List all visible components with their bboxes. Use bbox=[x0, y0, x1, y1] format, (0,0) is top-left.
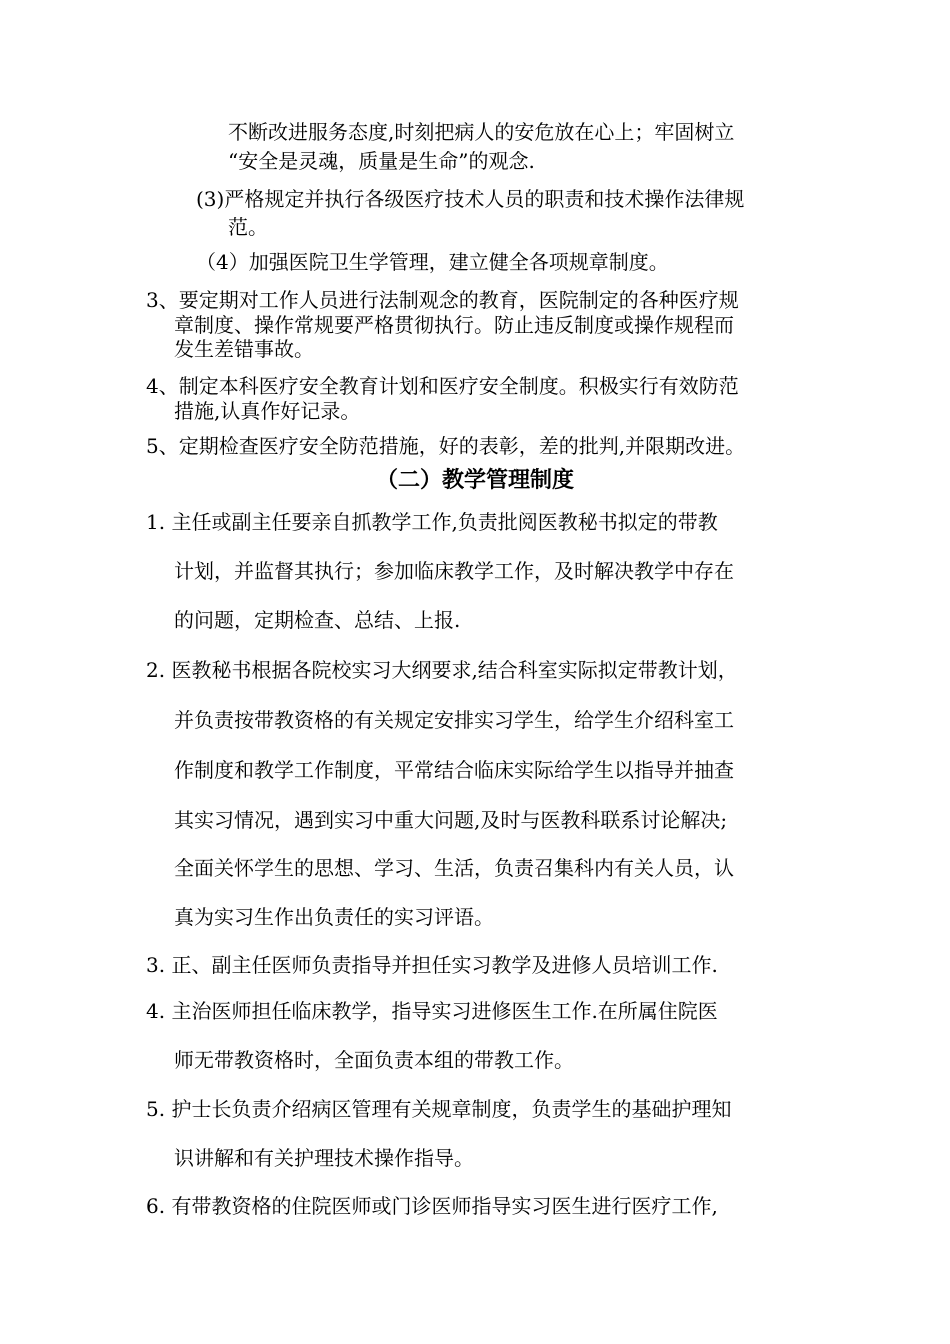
list-item-line: 4. 主治医师担任临床教学，指导实习进修医生工作.在所属住院医 bbox=[146, 999, 718, 1023]
list-item-line: 真为实习生作出负责任的实习评语。 bbox=[174, 905, 494, 929]
list-item-line: 其实习情况，遇到实习中重大问题,及时与医教科联系讨论解决; bbox=[174, 808, 728, 832]
list-item-line: 6. 有带教资格的住院医师或门诊医师指导实习医生进行医疗工作, bbox=[146, 1194, 718, 1218]
list-item-line: 计划，并监督其执行；参加临床教学工作，及时解决教学中存在 bbox=[174, 559, 734, 583]
list-item-line: 全面关怀学生的思想、学习、生活，负责召集科内有关人员，认 bbox=[174, 856, 734, 880]
list-item-line: 1. 主任或副主任要亲自抓教学工作,负责批阅医教秘书拟定的带教 bbox=[146, 510, 718, 534]
list-item-line: 3. 正、副主任医师负责指导并担任实习教学及进修人员培训工作. bbox=[146, 953, 718, 977]
list-item-line: 4、制定本科医疗安全教育计划和医疗安全制度。积极实行有效防范 bbox=[146, 374, 739, 398]
list-item-line: 的问题，定期检查、总结、上报. bbox=[174, 608, 461, 632]
list-item-line: 并负责按带教资格的有关规定安排实习学生，给学生介绍科室工 bbox=[174, 708, 734, 732]
paragraph-line: 范。 bbox=[228, 215, 268, 239]
list-item-line: 师无带教资格时，全面负责本组的带教工作。 bbox=[174, 1048, 574, 1072]
paragraph-line: 不断改进服务态度,时刻把病人的安危放在心上；牢固树立 bbox=[228, 120, 735, 144]
list-item-line: 2. 医教秘书根据各院校实习大纲要求,结合科室实际拟定带教计划， bbox=[146, 658, 738, 682]
list-item-line: 章制度、操作常规要严格贯彻执行。防止违反制度或操作规程而 bbox=[174, 313, 734, 337]
list-item-line: 5、定期检查医疗安全防范措施，好的表彰，差的批判,并限期改进。 bbox=[146, 434, 746, 458]
section-heading: （二）教学管理制度 bbox=[375, 468, 574, 493]
list-item-line: 识讲解和有关护理技术操作指导。 bbox=[174, 1146, 474, 1170]
list-item-line: 5. 护士长负责介绍病区管理有关规章制度，负责学生的基础护理知 bbox=[146, 1097, 732, 1121]
list-item-line: 措施,认真作好记录。 bbox=[174, 399, 361, 423]
list-item-line: 发生差错事故。 bbox=[174, 337, 314, 361]
paragraph-line: （4）加强医院卫生学管理，建立健全各项规章制度。 bbox=[196, 250, 669, 274]
paragraph-line: (3)严格规定并执行各级医疗技术人员的职责和技术操作法律规 bbox=[196, 187, 745, 211]
paragraph-line: “安全是灵魂，质量是生命”的观念. bbox=[228, 149, 535, 173]
list-item-line: 3、要定期对工作人员进行法制观念的教育，医院制定的各种医疗规 bbox=[146, 288, 739, 312]
list-item-line: 作制度和教学工作制度，平常结合临床实际给学生以指导并抽查 bbox=[174, 758, 734, 782]
